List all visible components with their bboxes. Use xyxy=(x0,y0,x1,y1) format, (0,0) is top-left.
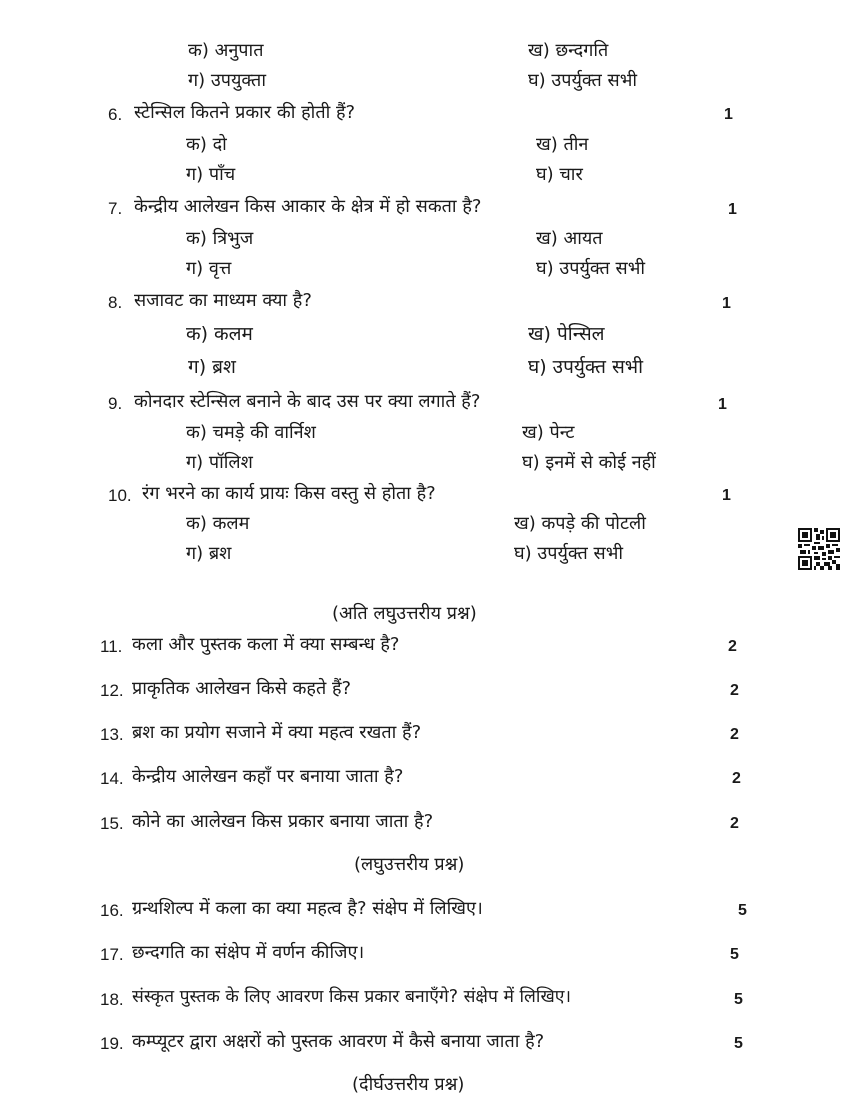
option-c: ग) ब्रश xyxy=(186,543,232,564)
option-b: ख) आयत xyxy=(536,228,603,249)
option-c: ग) पाँच xyxy=(186,164,236,185)
question-marks: 1 xyxy=(722,295,731,312)
option-a: क) अनुपात xyxy=(188,40,264,61)
section-heading-long: (दीर्घउत्तरीय प्रश्न) xyxy=(352,1074,465,1095)
question-marks: 2 xyxy=(730,815,739,832)
question-text: कम्प्यूटर द्वारा अक्षरों को पुस्तक आवरण में कैसे बनाया जाता है? xyxy=(132,1031,545,1052)
question-number: 18. xyxy=(100,990,124,1009)
question-marks: 2 xyxy=(728,638,737,655)
question-number: 7. xyxy=(108,199,123,218)
question-text: ग्रन्थशिल्प में कला का क्या महत्व है? संक्षेप में लिखिए। xyxy=(132,898,483,919)
question-number: 12. xyxy=(100,681,124,700)
question-text: सजावट का माध्यम क्या है? xyxy=(134,290,312,311)
question-number: 15. xyxy=(100,814,124,833)
option-c: ग) ब्रश xyxy=(188,356,236,378)
option-d: घ) चार xyxy=(536,164,583,185)
option-b: ख) पेन्ट xyxy=(522,422,575,443)
option-d: घ) इनमें से कोई नहीं xyxy=(522,452,656,473)
option-a: क) दो xyxy=(186,134,227,155)
option-a: क) त्रिभुज xyxy=(186,228,254,249)
question-text: ब्रश का प्रयोग सजाने में क्या महत्व रखता हैं? xyxy=(132,722,422,743)
question-number: 16. xyxy=(100,901,124,920)
question-marks: 5 xyxy=(730,946,739,963)
question-marks: 1 xyxy=(722,487,731,504)
question-text: स्टेन्सिल कितने प्रकार की होती हैं? xyxy=(134,102,356,123)
option-b: ख) कपड़े की पोटली xyxy=(514,513,646,534)
question-marks: 1 xyxy=(724,106,733,123)
option-b: ख) छन्दगति xyxy=(528,40,609,61)
option-a: क) कलम xyxy=(186,323,253,345)
question-text: प्राकृतिक आलेखन किसे कहते हैं? xyxy=(132,678,352,699)
question-text: रंग भरने का कार्य प्रायः किस वस्तु से होता है? xyxy=(142,483,436,504)
question-marks: 1 xyxy=(718,396,727,413)
option-c: ग) वृत्त xyxy=(186,258,232,279)
question-marks: 5 xyxy=(734,991,743,1008)
option-c: ग) उपयुक्ता xyxy=(188,70,266,91)
question-marks: 2 xyxy=(730,682,739,699)
section-heading-very-short: (अति लघुउत्तरीय प्रश्न) xyxy=(332,603,477,624)
question-number: 8. xyxy=(108,293,123,312)
question-number: 17. xyxy=(100,945,124,964)
question-text: कला और पुस्तक कला में क्या सम्बन्ध है? xyxy=(132,634,400,655)
option-a: क) कलम xyxy=(186,513,250,534)
qr-code-icon xyxy=(798,528,840,570)
question-number: 11. xyxy=(100,637,123,656)
section-heading-short: (लघुउत्तरीय प्रश्न) xyxy=(354,854,465,875)
option-a: क) चमड़े की वार्निश xyxy=(186,422,316,443)
question-number: 6. xyxy=(108,105,123,124)
question-text: संस्कृत पुस्तक के लिए आवरण किस प्रकार बनाएँगे? संक्षेप में लिखिए। xyxy=(132,987,572,1007)
question-number: 19. xyxy=(100,1034,124,1053)
option-d: घ) उपर्युक्त सभी xyxy=(528,356,644,378)
question-number: 13. xyxy=(100,725,124,744)
question-text: केन्द्रीय आलेखन किस आकार के क्षेत्र में हो सकता है? xyxy=(134,196,482,217)
question-marks: 2 xyxy=(732,770,741,787)
question-number: 9. xyxy=(108,394,123,413)
question-marks: 5 xyxy=(734,1035,743,1052)
option-d: घ) उपर्युक्त सभी xyxy=(528,70,638,91)
option-d: घ) उपर्युक्त सभी xyxy=(514,543,624,564)
question-marks: 2 xyxy=(730,726,739,743)
option-b: ख) पेन्सिल xyxy=(528,323,605,345)
option-c: ग) पॉलिश xyxy=(186,452,253,473)
question-text: कोने का आलेखन किस प्रकार बनाया जाता है? xyxy=(132,811,434,832)
question-number: 14. xyxy=(100,769,124,788)
question-text: छन्दगति का संक्षेप में वर्णन कीजिए। xyxy=(132,942,365,963)
question-text: केन्द्रीय आलेखन कहाँ पर बनाया जाता है? xyxy=(132,766,404,787)
question-text: कोनदार स्टेन्सिल बनाने के बाद उस पर क्या लगाते हैं? xyxy=(134,391,481,412)
option-b: ख) तीन xyxy=(536,134,589,155)
question-marks: 1 xyxy=(728,201,737,218)
question-number: 10. xyxy=(108,486,132,505)
option-d: घ) उपर्युक्त सभी xyxy=(536,258,646,279)
question-marks: 5 xyxy=(738,902,747,919)
